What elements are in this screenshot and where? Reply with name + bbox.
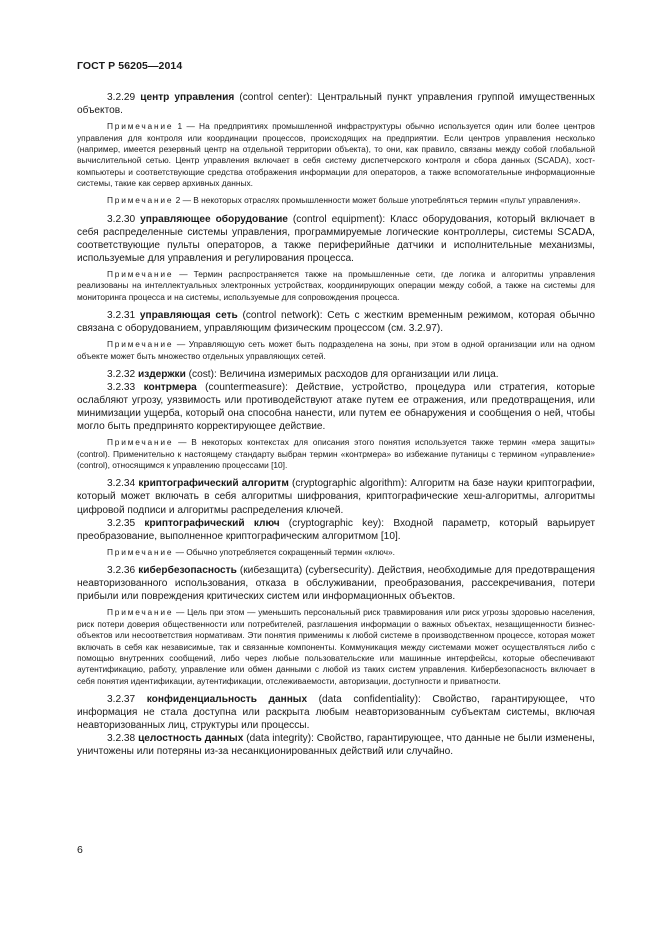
- note: [77, 121, 595, 189]
- note-text: 2 — В некоторых отраслях промышленности может больше употребляться термин «пульт управления».: [173, 195, 581, 206]
- note-text: — Управляющую сеть может быть подразделена на зоны, при этом в одной организации или на одном объекте может быть множество отдельных управляющих сетей.: [77, 339, 595, 361]
- definition-text: (control equipment): Класс оборудования, который включает в себя распределенные системы управления, программируемые логические контроллеры, системы SCADA, соответствующие пульты операторов, а также периферийные датчики и исполнительные механизмы, используемые для управления и регулирования процесса.: [77, 213, 595, 264]
- term: кибербезопасность: [138, 565, 237, 577]
- definition-text: (countermeasure): Действие, устройство, процедура или стратегия, которые ослабляют угрозу, уязвимость или противодействуют атаке путем ее отражения, или предотвращения, или минимизации ущерба, который она способна нанести, или путем ее обнаружения и сообщения о ней, чтобы могло быть предпринято корректирующее действие.: [77, 381, 595, 433]
- definition-text: (control network): Сеть с жестким временным режимом, которая обычно связана с оборудованием, управляющим физическим процессом (см. 3.2.97).: [77, 310, 595, 335]
- term-number: 3.2.37: [107, 693, 136, 705]
- definition-text: (cryptographic algorithm): Алгоритм на базе науки криптографии, который может включать в себя алгоритмы шифрования, криптографические хеш-алгоритмы, алгоритмы цифровой подписи и алгоритмы распределения ключей.: [77, 478, 595, 516]
- definition-3-2-33: [77, 381, 595, 433]
- definition-3-2-38: [77, 732, 595, 758]
- note-label: Примечание: [107, 268, 174, 279]
- note: [77, 547, 595, 558]
- note-text: — Обычно употребляется сокращенный термин «ключ».: [173, 546, 395, 557]
- term: конфиденциальность данных: [146, 693, 308, 705]
- definition-3-2-36: [77, 564, 595, 603]
- note: [77, 437, 595, 471]
- definition-text: (cost): Величина измеримых расходов для организации или лица.: [185, 368, 499, 380]
- note: [77, 269, 595, 303]
- note: [77, 607, 595, 686]
- note-text: — В некоторых контекстах для описания этого понятия используется также термин «мера защиты» (control). Применительно к настоящему стандарту выбран термин «контрмера» во избежание путаницы с термином «управление» (control), относящимся к управлению процессами [10].: [77, 437, 595, 471]
- note-label: Примечание: [107, 339, 174, 350]
- note: [77, 195, 595, 206]
- term: контрмера: [143, 381, 197, 393]
- definition-3-2-31: [77, 309, 595, 335]
- note-text: — Цель при этом — уменьшить персональный риск травмирования или риск угрозы здоровью населения, риск потери доверия общественности или потребителей, разглашения информации о важных объектах, незащищенности бизнес-объектов или несоответствия нормативам. Эти понятия применимы к любой системе в производственном процессе, которая может включать в себя как независимые, так и связанные компоненты. Коммуникация между системами может осуществляться либо с помощью внутренних сообщений, либо через любые пользовательские или машинные интерфейсы, которые обеспечивают аутентификацию, работу, управление или обмен данными с любой из таких систем управления. Кибербезопасность включает в себя понятия идентификации, аутентификации, отслеживаемости, авторизации, доступности и приватности.: [77, 607, 595, 686]
- term-number: 3.2.34: [107, 478, 136, 490]
- definition-text: (cryptographic key): Входной параметр, который варьирует преобразование, выполненное криптографическим алгоритмом [10].: [77, 517, 595, 542]
- definition-3-2-35: [77, 517, 595, 543]
- definition-text: (data confidentiality): Свойство, гарантирующее, что информация не стала доступна или раскрыта любым неавторизованным субъектам системы, включая неавторизованных лиц, структуры или процессы.: [77, 693, 595, 732]
- definition-3-2-34: [77, 477, 595, 516]
- definition-text: (кибезащита) (cybersecurity). Действия, необходимые для предотвращения неавторизованного использования, отказа в обслуживании, преобразования, рассекречивания, потери прибыли или повреждения критических систем или информационных объектов.: [77, 565, 595, 603]
- term-number: 3.2.36: [107, 565, 136, 577]
- term-number: 3.2.38: [107, 733, 136, 745]
- term: целостность данных: [138, 733, 244, 745]
- note-label: Примечание: [107, 546, 174, 557]
- note-text: — Термин распространяется также на промышленные сети, где логика и алгоритмы управления реализованы на интеллектуальных электронных устройствах, координирующих операции между собой, а также на системы для мониторинга процесса и на системы, используемые для сопровождения процесса.: [77, 268, 595, 302]
- term: управляющее оборудование: [140, 213, 288, 225]
- term-number: 3.2.35: [107, 517, 136, 529]
- definition-text: (data integrity): Свойство, гарантирующее, что данные не были изменены, уничтожены или потеряны из-за несанкционированных действий или случайно.: [77, 733, 595, 758]
- note-label: Примечание: [107, 607, 174, 618]
- term: издержки: [137, 368, 186, 380]
- term-number: 3.2.31: [107, 310, 136, 321]
- term-number: 3.2.30: [107, 213, 136, 225]
- definition-3-2-30: [77, 213, 595, 265]
- definition-3-2-37: [77, 693, 595, 732]
- note-label: Примечание: [107, 121, 174, 132]
- page-number: 6: [77, 844, 83, 856]
- note-text: 1 — На предприятиях промышленной инфраструктуры обычно используется один или более центров управления для контроля или координации процессов, происходящих на предприятии. Если центров управления несколько (например, имеется резервный центр на отдельной территории объекта), то они, как правило, связаны между собой глобальной вычислительной сетью. Центр управления включает в себя систему диспетчерского контроля и сбора данных (SCADA), хост-компьютеры и соответствующие средства отображения информации для операторов, а также вспомогательные информационные системы, такие как сервер архивных данных.: [77, 121, 595, 188]
- definition-text: (control center): Центральный пункт управления группой имущественных объектов.: [77, 92, 595, 117]
- page-header: ГОСТ Р 56205—2014: [77, 60, 183, 72]
- note-label: Примечание: [107, 437, 174, 448]
- term: криптографический алгоритм: [138, 478, 289, 490]
- term-number: 3.2.33: [107, 381, 136, 393]
- term: управляющая сеть: [139, 310, 238, 321]
- note: [77, 339, 595, 362]
- term-number: 3.2.32: [107, 368, 136, 380]
- term-number: 3.2.29: [107, 92, 136, 103]
- document-body: [77, 91, 595, 762]
- term: криптографический ключ: [144, 517, 280, 529]
- definition-3-2-32: [77, 368, 595, 381]
- term: центр управления: [140, 92, 235, 103]
- definition-3-2-29: [77, 91, 595, 117]
- note-label: Примечание: [107, 195, 174, 206]
